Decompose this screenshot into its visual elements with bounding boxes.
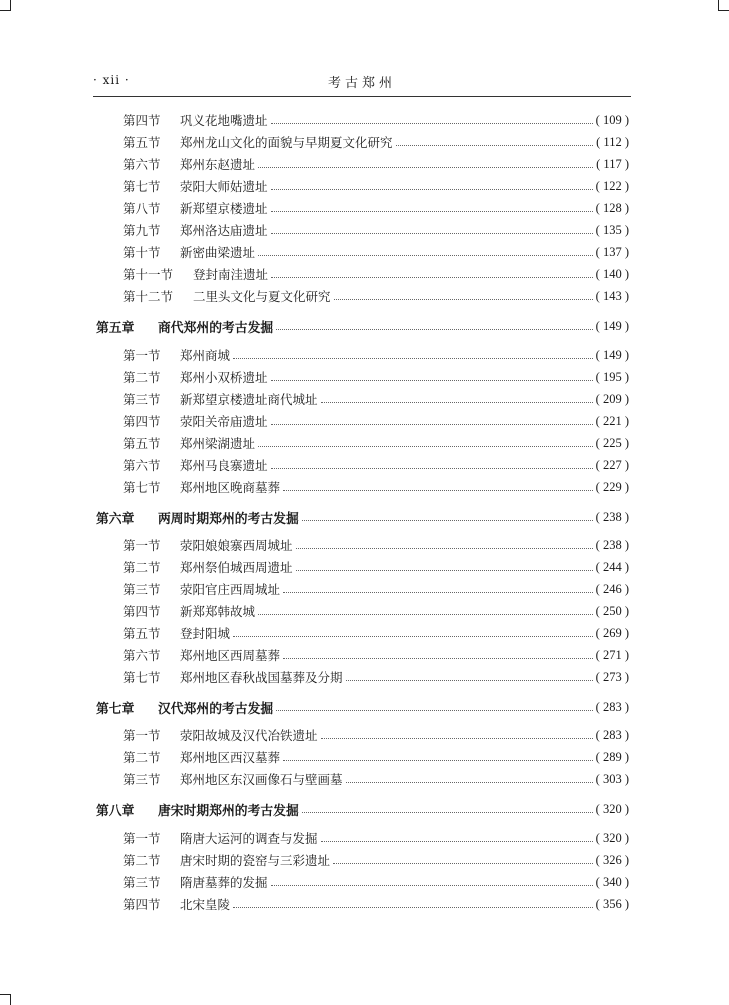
page-ref: ( 320 ) [595,801,629,816]
section-number: 第三节 [123,582,161,597]
page-ref: ( 238 ) [595,509,629,524]
toc-section-4-12[interactable] [123,286,629,306]
toc-section-4-9[interactable] [123,220,629,240]
section-number: 第十二节 [123,289,174,304]
dot-leader [296,547,593,549]
toc-section-6-3[interactable] [123,579,629,599]
dot-leader [346,679,593,681]
section-title: 北宋皇陵 [180,897,231,912]
toc-section-7-3[interactable] [123,769,629,789]
page-ref: ( 250 ) [595,603,629,618]
section-title: 荥阳关帝庙遗址 [180,414,268,429]
section-title: 新郑郑韩故城 [180,604,256,619]
section-number: 第一节 [123,348,161,363]
toc-section-5-6[interactable] [123,455,629,475]
toc-section-4-8[interactable] [123,198,629,218]
section-title: 隋唐大运河的调查与发掘 [180,831,318,846]
page-ref: ( 109 ) [595,112,629,127]
section-number: 第一节 [123,538,161,553]
page-ref: ( 269 ) [595,625,629,640]
toc-chapter-6[interactable] [96,507,629,527]
section-number: 第一节 [123,831,161,846]
page-ref: ( 273 ) [595,669,629,684]
dot-leader [283,759,593,761]
section-title: 郑州地区西汉墓葬 [180,750,281,765]
toc-section-5-1[interactable] [123,345,629,365]
page-ref: ( 135 ) [595,222,629,237]
chapter-title: 两周时期郑州的考古发掘 [158,511,299,527]
dot-leader [276,709,593,711]
section-title: 郑州地区晚商墓葬 [180,480,281,495]
dot-leader [396,144,594,146]
section-title: 郑州马良寨遗址 [180,458,268,473]
toc-section-6-5[interactable] [123,623,629,643]
page-ref: ( 112 ) [596,134,629,149]
section-number: 第六节 [123,157,161,172]
page-ref: ( 117 ) [596,156,629,171]
page-ref: ( 143 ) [595,288,629,303]
toc-chapter-8[interactable] [96,799,629,819]
section-number: 第二节 [123,370,161,385]
dot-leader [283,657,593,659]
section-title: 郑州地区西周墓葬 [180,648,281,663]
section-title: 隋唐墓葬的发掘 [180,875,268,890]
toc-section-6-6[interactable] [123,645,629,665]
dot-leader [333,862,593,864]
section-number: 第三节 [123,392,161,407]
toc-section-8-1[interactable] [123,828,629,848]
dot-leader [233,357,593,359]
page-ref: ( 244 ) [595,559,629,574]
section-number: 第五节 [123,626,161,641]
dot-leader [271,122,593,124]
section-number: 第九节 [123,223,161,238]
page-ref: ( 246 ) [595,581,629,596]
page-ref: ( 122 ) [595,178,629,193]
toc-section-7-1[interactable] [123,725,629,745]
dot-leader [283,489,593,491]
section-number: 第四节 [123,604,161,619]
running-title: 考古郑州 [327,76,396,91]
chapter-number: 第五章 [96,320,135,336]
section-number: 第七节 [123,480,161,495]
section-title: 郑州龙山文化的面貌与早期夏文化研究 [180,135,393,150]
dot-leader [334,298,593,300]
toc-section-5-2[interactable] [123,367,629,387]
page-ref: ( 238 ) [595,537,629,552]
page-ref: ( 140 ) [595,266,629,281]
dot-leader [271,188,593,190]
section-number: 第四节 [123,897,161,912]
section-title: 郑州地区春秋战国墓葬及分期 [180,670,343,685]
dot-leader [258,166,593,168]
toc-section-4-4[interactable] [123,110,629,130]
page-ref: ( 283 ) [595,727,629,742]
page-ref: ( 128 ) [595,200,629,215]
page-ref: ( 356 ) [595,896,629,911]
toc-section-6-1[interactable] [123,535,629,555]
dot-leader [321,737,593,739]
toc-section-8-2[interactable] [123,850,629,870]
page-ref: ( 340 ) [595,874,629,889]
toc-chapter-7[interactable] [96,697,629,717]
toc-section-5-3[interactable] [123,389,629,409]
dot-leader [302,811,593,813]
section-number: 第二节 [123,750,161,765]
section-title: 新郑望京楼遗址 [180,201,268,216]
dot-leader [271,210,593,212]
section-title: 二里头文化与夏文化研究 [193,289,331,304]
dot-leader [271,884,593,886]
dot-leader [271,467,593,469]
section-number: 第三节 [123,772,161,787]
chapter-title: 汉代郑州的考古发掘 [158,701,274,717]
dot-leader [271,232,593,234]
toc-section-8-4[interactable] [123,894,629,914]
section-title: 郑州东赵遗址 [180,157,256,172]
section-title: 新密曲梁遗址 [180,245,256,260]
page-ref: ( 289 ) [595,749,629,764]
section-number: 第二节 [123,853,161,868]
toc-section-6-4[interactable] [123,601,629,621]
dot-leader [233,906,593,908]
toc-section-5-5[interactable] [123,433,629,453]
toc-chapter-5[interactable] [96,316,629,336]
page-ref: ( 225 ) [595,435,629,450]
page-ref: ( 229 ) [595,479,629,494]
chapter-number: 第七章 [96,701,135,717]
section-title: 荥阳官庄西周城址 [180,582,281,597]
page-ref: ( 271 ) [595,647,629,662]
toc-section-6-7[interactable] [123,667,629,687]
section-title: 郑州洛达庙遗址 [180,223,268,238]
section-number: 第六节 [123,648,161,663]
toc-section-4-5[interactable] [123,132,629,152]
page-ref: ( 283 ) [595,699,629,714]
toc-section-6-2[interactable] [123,557,629,577]
page-ref: ( 320 ) [595,830,629,845]
dot-leader [346,781,593,783]
dot-leader [258,445,593,447]
page-ref: ( 149 ) [595,347,629,362]
chapter-number: 第六章 [96,511,135,527]
section-title: 郑州祭伯城西周遗址 [180,560,293,575]
page-ref: ( 149 ) [595,318,629,333]
section-number: 第七节 [123,179,161,194]
chapter-title: 唐宋时期郑州的考古发掘 [158,803,299,819]
section-title: 荥阳娘娘寨西周城址 [180,538,293,553]
section-number: 第三节 [123,875,161,890]
chapter-number: 第八章 [96,803,135,819]
dot-leader [258,254,593,256]
section-number: 第四节 [123,113,161,128]
dot-leader [271,423,593,425]
section-title: 巩义花地嘴遗址 [180,113,268,128]
dot-leader [302,519,593,521]
section-title: 登封阳城 [180,626,231,641]
section-title: 唐宋时期的瓷窑与三彩遗址 [180,853,331,868]
page-ref: ( 195 ) [595,369,629,384]
page-ref: ( 221 ) [595,413,629,428]
section-number: 第二节 [123,560,161,575]
dot-leader [233,635,593,637]
dot-leader [276,328,593,330]
section-number: 第七节 [123,670,161,685]
page-ref: ( 326 ) [595,852,629,867]
section-title: 荥阳故城及汉代冶铁遗址 [180,728,318,743]
toc-section-4-6[interactable] [123,154,629,174]
dot-leader [271,276,593,278]
section-number: 第六节 [123,458,161,473]
section-title: 荥阳大师姑遗址 [180,179,268,194]
section-title: 郑州梁湖遗址 [180,436,256,451]
toc-section-7-2[interactable] [123,747,629,767]
toc-section-8-3[interactable] [123,872,629,892]
page-ref: ( 209 ) [595,391,629,406]
section-title: 郑州小双桥遗址 [180,370,268,385]
dot-leader [271,379,593,381]
section-title: 郑州商城 [180,348,231,363]
page-ref: ( 303 ) [595,771,629,786]
toc-section-5-4[interactable] [123,411,629,431]
dot-leader [321,840,593,842]
section-number: 第十节 [123,245,161,260]
page-ref: ( 137 ) [595,244,629,259]
dot-leader [283,591,593,593]
section-title: 郑州地区东汉画像石与壁画墓 [180,772,343,787]
section-number: 第五节 [123,436,161,451]
section-number: 第八节 [123,201,161,216]
chapter-title: 商代郑州的考古发掘 [158,320,274,336]
dot-leader [296,569,593,571]
toc-section-4-11[interactable] [123,264,629,284]
section-number: 第一节 [123,728,161,743]
toc-section-4-7[interactable] [123,176,629,196]
section-number: 第五节 [123,135,161,150]
section-number: 第十一节 [123,267,174,282]
dot-leader [258,613,593,615]
section-title: 新郑望京楼遗址商代城址 [180,392,318,407]
toc-section-5-7[interactable] [123,477,629,497]
section-title: 登封南洼遗址 [193,267,269,282]
page-number: · xii · [93,73,130,87]
page-ref: ( 227 ) [595,457,629,472]
section-number: 第四节 [123,414,161,429]
dot-leader [321,401,593,403]
toc-section-4-10[interactable] [123,242,629,262]
